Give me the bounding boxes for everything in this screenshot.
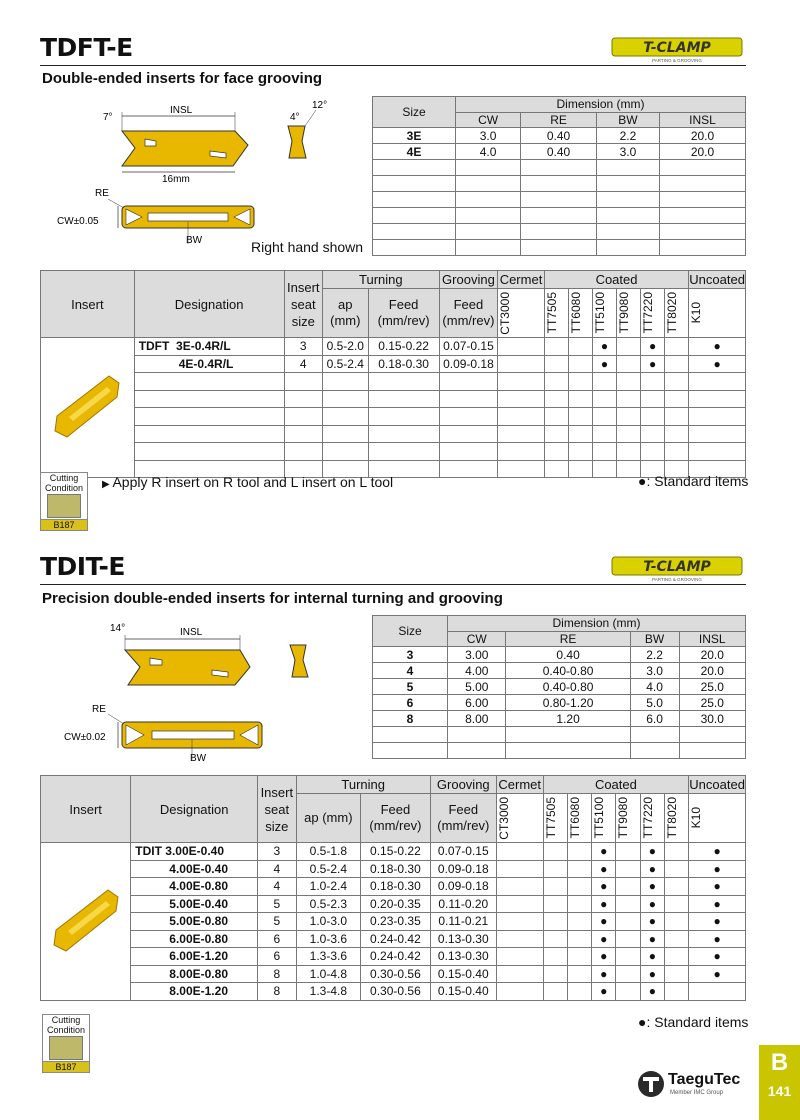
table-row: 5.00E-0.80 5 1.0-3.0 0.23-0.35 0.11-0.21 ● ● ●: [41, 913, 746, 931]
col-cw: CW: [456, 112, 521, 128]
table-row: 3E 3.0 0.40 2.2 20.0: [373, 128, 746, 144]
logo-subtext: PARTING & GROOVING: [652, 577, 702, 582]
taegutec-emblem-icon: [636, 1069, 666, 1099]
cutting-condition-link[interactable]: Cutting Condition B187: [42, 1014, 90, 1073]
title-rule: [40, 65, 746, 66]
gfeed-header: Feed (mm/rev): [439, 289, 498, 338]
ap-header: ap (mm): [323, 289, 369, 338]
logo-text: T-CLAMP: [643, 559, 711, 575]
table-row: 4E 4.0 0.40 3.0 20.0: [373, 144, 746, 160]
standard-items-legend: ●: Standard items: [638, 1014, 749, 1030]
angle3-label: 12°: [312, 100, 328, 111]
grade-tt7220: TT7220: [641, 292, 656, 334]
length-label: 16mm: [162, 174, 190, 185]
ap-header: ap (mm): [296, 794, 360, 843]
cermet-header: Cermet: [496, 776, 543, 794]
designation-header: Designation: [131, 776, 258, 843]
cutting-condition-icon: [47, 494, 81, 518]
tdit-insert-photo: [46, 875, 126, 965]
cw-label: CW±0.05: [57, 216, 99, 227]
tdft-insert-drawing: [40, 96, 370, 256]
cw-label: CW±0.02: [64, 732, 106, 743]
tab-letter: B: [770, 1049, 789, 1076]
size-header: Size: [373, 97, 456, 128]
designation-header: Designation: [134, 271, 284, 338]
feed-header: Feed (mm/rev): [368, 289, 439, 338]
grade-tt9080: TT9080: [617, 292, 632, 334]
col-cw: CW: [448, 631, 506, 647]
brand-name: TaeguTec: [668, 1071, 741, 1088]
grade-tt8020: TT8020: [664, 797, 679, 839]
table-row: 8.00E-0.80 8 1.0-4.8 0.30-0.56 0.15-0.40 ● ● ●: [41, 965, 746, 983]
designation-code: 3E-0.4R/L: [176, 339, 231, 354]
turning-header: Turning: [323, 271, 440, 289]
table-row: TDFT 3E-0.4R/L 3 0.5-2.0 0.15-0.22 0.07-0.15 ● ● ●: [41, 338, 746, 356]
grade-tt5100: TT5100: [592, 292, 607, 334]
bw-label: BW: [190, 753, 207, 764]
re-label: RE: [92, 704, 106, 715]
coated-header: Coated: [544, 271, 688, 289]
table-row: 4 4.00 0.40-0.80 3.0 20.0: [373, 663, 746, 679]
tclamp-logo: [608, 34, 746, 64]
seat-header: Insert seat size: [258, 776, 297, 843]
seat-header: Insert seat size: [284, 271, 322, 338]
col-insl: INSL: [660, 112, 746, 128]
grade-tt8020: TT8020: [665, 292, 680, 334]
insert-image-cell: [41, 843, 131, 1001]
tdft-insert-table: [40, 270, 746, 478]
cutting-condition-page: B187: [43, 1061, 89, 1072]
table-row: 4.00E-0.80 4 1.0-2.4 0.18-0.30 0.09-0.18 ● ● ●: [41, 878, 746, 896]
uncoated-header: Uncoated: [689, 272, 745, 287]
gfeed-header: Feed (mm/rev): [430, 794, 496, 843]
feed-header: Feed (mm/rev): [361, 794, 431, 843]
bw-label: BW: [186, 235, 203, 246]
size-header: Size: [373, 616, 448, 647]
grade-tt9080: TT9080: [616, 797, 631, 839]
cutting-condition-icon: [49, 1036, 83, 1060]
table-row: 6.00E-1.20 6 1.3-3.6 0.24-0.42 0.13-0.30 ● ● ●: [41, 948, 746, 966]
section-subtitle: Double-ended inserts for face grooving: [42, 70, 323, 87]
logo-text: T-CLAMP: [643, 40, 711, 56]
col-re: RE: [521, 112, 597, 128]
taegutec-logo: [636, 1068, 746, 1100]
grade-tt6080: TT6080: [567, 797, 582, 839]
tdft-dimension-table: [372, 96, 746, 256]
angle2-label: 4°: [290, 112, 300, 123]
grade-tt5100: TT5100: [592, 797, 607, 839]
section-title: TDFT-E: [40, 33, 133, 62]
insert-image-cell: [41, 338, 135, 478]
re-label: RE: [95, 188, 109, 199]
table-row: 6 6.00 0.80-1.20 5.0 25.0: [373, 695, 746, 711]
page-number: 141: [767, 1083, 792, 1099]
section-subtitle: Precision double-ended inserts for internal turning and grooving: [42, 590, 503, 607]
grooving-header: Grooving: [439, 271, 498, 289]
tdit-dimension-table: [372, 615, 746, 759]
table-row: 5.00E-0.40 5 0.5-2.3 0.20-0.35 0.11-0.20 ● ● ●: [41, 895, 746, 913]
table-row: 8 8.00 1.20 6.0 30.0: [373, 711, 746, 727]
coated-header: Coated: [543, 776, 689, 794]
dimension-header: Dimension (mm): [448, 616, 746, 632]
tdft-insert-photo: [47, 361, 127, 451]
table-row: 4E-0.4R/L 4 0.5-2.4 0.18-0.30 0.09-0.18 ● ● ●: [41, 355, 746, 373]
right-hand-note: Right hand shown: [251, 239, 364, 255]
angle1-label: 14°: [110, 623, 126, 634]
insl-label: INSL: [180, 627, 203, 638]
insl-label: INSL: [170, 105, 193, 116]
dimension-header: Dimension (mm): [456, 97, 746, 113]
grade-tt7220: TT7220: [640, 797, 655, 839]
title-rule: [40, 584, 746, 585]
standard-items-legend: ●: Standard items: [638, 473, 749, 489]
tclamp-logo: [608, 553, 746, 583]
grade-tt7505: TT7505: [543, 797, 558, 839]
col-re: RE: [506, 631, 630, 647]
insert-header: Insert: [41, 776, 131, 843]
grooving-header: Grooving: [430, 776, 496, 794]
designation-prefix: TDFT: [138, 339, 170, 354]
col-bw: BW: [630, 631, 679, 647]
triangle-bullet-icon: ▶: [102, 479, 113, 490]
table-row: 8.00E-1.20 8 1.3-4.8 0.30-0.56 0.15-0.40 ● ●: [41, 983, 746, 1001]
grade-ct3000: CT3000: [496, 796, 511, 840]
table-row: 3 3.00 0.40 2.2 20.0: [373, 647, 746, 663]
tdit-insert-table: [40, 775, 746, 1001]
cutting-condition-link[interactable]: Cutting Condition B187: [40, 472, 88, 531]
tdit-insert-drawing: [40, 615, 370, 775]
grade-k10: K10: [689, 807, 704, 829]
cermet-header: Cermet: [498, 271, 545, 289]
turning-header: Turning: [296, 776, 430, 794]
designation-code: 3.00E-0.40: [165, 844, 225, 859]
col-bw: BW: [596, 112, 659, 128]
brand-subtext: Member IMC Group: [670, 1090, 724, 1096]
page-tab: [759, 1045, 800, 1120]
grade-tt7505: TT7505: [544, 292, 559, 334]
table-row: TDIT 3.00E-0.40 3 0.5-1.8 0.15-0.22 0.07-0.15 ● ● ●: [41, 843, 746, 861]
uncoated-header: Uncoated: [689, 777, 745, 792]
table-row: 6.00E-0.80 6 1.0-3.6 0.24-0.42 0.13-0.30 ● ● ●: [41, 930, 746, 948]
section-title: TDIT-E: [40, 552, 125, 581]
col-insl: INSL: [679, 631, 746, 647]
cutting-condition-page: B187: [41, 519, 87, 530]
table-row: 4.00E-0.40 4 0.5-2.4 0.18-0.30 0.09-0.18 ● ● ●: [41, 860, 746, 878]
designation-prefix: TDIT: [135, 844, 162, 859]
angle1-label: 7°: [103, 112, 113, 123]
grade-k10: K10: [689, 302, 704, 324]
footnote: ▶ Apply R insert on R tool and L insert on L tool: [102, 474, 394, 490]
insert-header: Insert: [41, 271, 135, 338]
logo-subtext: PARTING & GROOVING: [652, 58, 702, 63]
grade-ct3000: CT3000: [498, 291, 513, 335]
table-row: 5 5.00 0.40-0.80 4.0 25.0: [373, 679, 746, 695]
grade-tt6080: TT6080: [568, 292, 583, 334]
